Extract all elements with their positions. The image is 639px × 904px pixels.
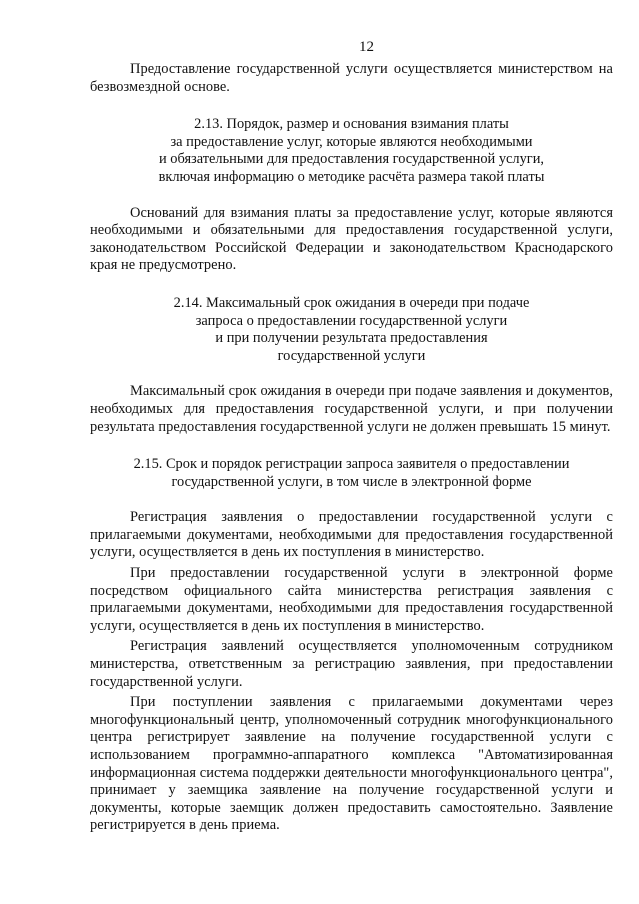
section-2-15-paragraph: Регистрация заявлений осуществляется уполномоченным сотрудником министерства, ответственным за регистрацию заявления, при предоставлении государственной услуги. — [90, 638, 613, 690]
section-2-13-heading — [90, 116, 613, 186]
section-2-15-heading — [90, 456, 613, 491]
heading-line: и при получении результата предоставления — [215, 330, 488, 347]
heading-line: за предоставление услуг, которые являются необходимыми — [170, 133, 533, 150]
section-2-14-paragraph: Максимальный срок ожидания в очереди при подаче заявления и документов, необходимых для предоставления государственной услуги, и при получении результата предоставления государственной услуги не должен превышать 15 минут. — [90, 383, 613, 435]
section-2-13-paragraph: Оснований для взимания платы за предоставление услуг, которые являются необходимыми и обязательными для предоставления государственной услуги, законодательством Российской Федерации и законодательством Краснодарского края не предусмотрено. — [90, 204, 613, 274]
section-2-15-paragraph: При поступлении заявления с прилагаемыми документами через многофункциональный центр, уполномоченный сотрудник многофункционального центра регистрирует заявление на получение государственной услуги с использованием программно-аппаратного комплекса "Автоматизированная информационная система поддержки деятельности многофункционального центра", принимает у заемщика заявление на получение государственной услуги и документы, которые заемщик должен предоставить самостоятельно. Заявление регистрируется в день приема. — [90, 694, 613, 834]
heading-line: и обязательными для предоставления государственной услуги, — [158, 151, 544, 168]
heading-line: 2.14. Максимальный срок ожидания в очереди при подаче — [173, 294, 530, 311]
intro-paragraph: Предоставление государственной услуги осуществляется министерством на безвозмездной основе. — [90, 61, 613, 95]
section-2-15-paragraph: Регистрация заявления о предоставлении государственной услуги с прилагаемыми документами, необходимыми для предоставления государственной услуги, осуществляется в день их поступления в министерство. — [90, 509, 613, 561]
heading-line: 2.13. Порядок, размер и основания взимания платы — [194, 116, 509, 133]
heading-line: государственной услуги, в том числе в электронной форме — [171, 473, 532, 490]
page-number: 12 — [359, 39, 374, 55]
heading-line: включая информацию о методике расчёта размера такой платы — [158, 168, 545, 185]
heading-line: запроса о предоставлении государственной услуги — [195, 312, 508, 329]
section-2-15-paragraph: При предоставлении государственной услуги в электронной форме посредством официального сайта министерства регистрация заявления с прилагаемыми документами, необходимыми для предоставления государственной услуги, осуществляется в день их поступления в министерство. — [90, 565, 613, 634]
heading-line: 2.15. Срок и порядок регистрации запроса заявителя о предоставлении — [133, 456, 570, 473]
section-2-14-heading — [90, 295, 613, 365]
heading-line: государственной услуги — [277, 347, 426, 364]
